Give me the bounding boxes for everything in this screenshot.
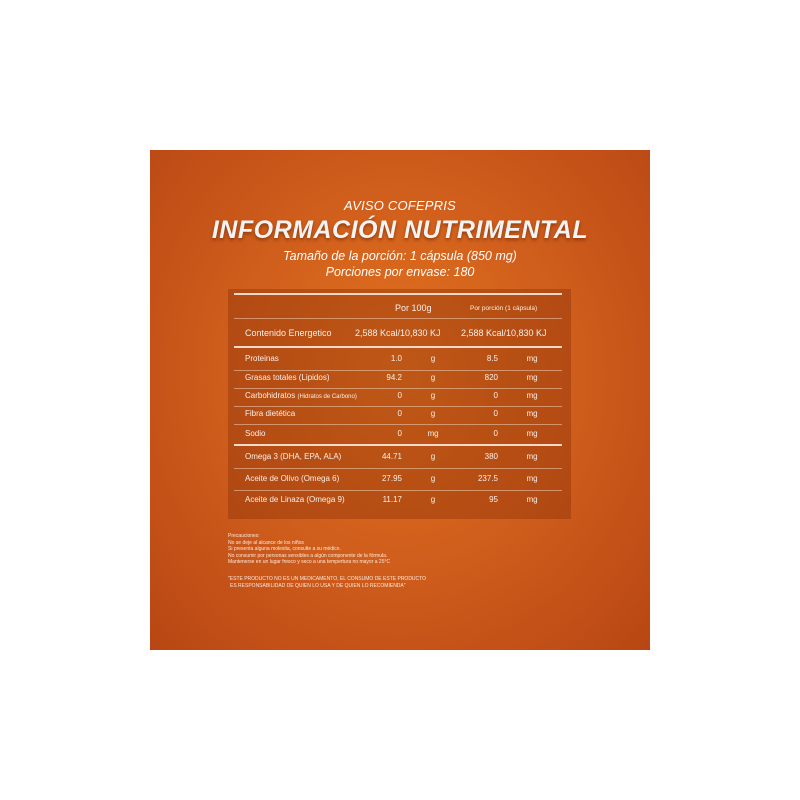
disclaimer-line: "ESTE PRODUCTO NO ES UN MEDICAMENTO, EL CONSUMO DE ESTE PRODUCTO bbox=[228, 576, 427, 582]
nutrition-panel bbox=[150, 150, 650, 650]
energy-per100g: 2,588 Kcal/10,830 KJ bbox=[355, 328, 441, 338]
nutrient-unit-serving: mg bbox=[526, 452, 538, 461]
nutrient-unit-serving: mg bbox=[526, 429, 538, 438]
nutrient-unit-100g: g bbox=[430, 495, 436, 504]
row-divider bbox=[234, 468, 562, 469]
energy-divider bbox=[234, 346, 562, 348]
nutrient-value-serving: 237.5 bbox=[477, 474, 498, 483]
nutrient-unit-serving: mg bbox=[526, 354, 538, 363]
header-per100g: Por 100g bbox=[395, 303, 432, 313]
nutrient-unit-100g: g bbox=[430, 373, 436, 382]
notice-label: AVISO COFEPRIS bbox=[344, 198, 456, 213]
nutrient-unit-100g: g bbox=[430, 354, 436, 363]
disclaimer-block bbox=[228, 576, 426, 589]
row-divider bbox=[234, 370, 562, 371]
row-divider bbox=[234, 406, 562, 407]
nutrient-unit-serving: mg bbox=[526, 474, 538, 483]
energy-per-serving: 2,588 Kcal/10,830 KJ bbox=[461, 328, 547, 338]
nutrient-value-serving: 0 bbox=[493, 409, 498, 418]
nutrient-label: Proteinas bbox=[245, 354, 279, 363]
nutrient-label: Grasas totales (Lipidos) bbox=[245, 373, 330, 382]
nutrient-value-100g: 1.0 bbox=[390, 354, 402, 363]
nutrient-label: Aceite de Linaza (Omega 9) bbox=[245, 495, 345, 504]
nutrient-label-note: (Hidratos de Carbono) bbox=[297, 394, 357, 400]
nutrient-value-serving: 0 bbox=[493, 391, 498, 400]
nutrient-label-main: Carbohidratos bbox=[245, 391, 296, 400]
nutrient-value-100g: 0 bbox=[397, 409, 402, 418]
nutrient-value-serving: 8.5 bbox=[486, 354, 498, 363]
precaution-line: Mantenerse en un lugar fresco y seco a una tempertura no mayor a 25°C bbox=[228, 559, 391, 565]
precaution-line: No se deje al alcance de los niños bbox=[228, 539, 304, 546]
nutrient-unit-100g: g bbox=[430, 409, 436, 418]
nutrient-value-100g: 0 bbox=[397, 391, 402, 400]
nutrient-unit-serving: mg bbox=[526, 373, 538, 382]
header-divider bbox=[234, 318, 562, 319]
page-title: INFORMACIÓN NUTRIMENTAL bbox=[211, 216, 589, 244]
header-per-serving: Por porción (1 cápsula) bbox=[470, 305, 538, 312]
precautions-block bbox=[228, 533, 390, 566]
nutrient-unit-100g: g bbox=[430, 474, 436, 483]
nutrient-label: Omega 3 (DHA, EPA, ALA) bbox=[245, 452, 342, 461]
table-top-rule bbox=[234, 293, 562, 295]
nutrient-value-serving: 95 bbox=[489, 495, 498, 504]
serving-size: Tamaño de la porción: 1 cápsula (850 mg) bbox=[283, 249, 517, 263]
nutrient-unit-100g: mg bbox=[427, 429, 439, 438]
nutrient-unit-100g: g bbox=[430, 452, 436, 461]
nutrient-unit-serving: mg bbox=[526, 409, 538, 418]
row-divider bbox=[234, 424, 562, 425]
nutrient-value-serving: 820 bbox=[484, 373, 498, 382]
nutrient-label: Fibra dietética bbox=[245, 409, 296, 418]
nutrient-value-100g: 0 bbox=[397, 429, 402, 438]
row-divider bbox=[234, 490, 562, 491]
row-divider bbox=[234, 388, 562, 389]
nutrient-label: Sodio bbox=[245, 429, 266, 438]
nutrient-unit-100g: g bbox=[430, 391, 436, 400]
nutrient-unit-serving: mg bbox=[526, 495, 538, 504]
precaution-line: No consumir por personas sensibles a algún componente de la fórmula. bbox=[228, 552, 388, 559]
nutrient-value-serving: 380 bbox=[484, 452, 498, 461]
nutrient-unit-serving: mg bbox=[526, 391, 538, 400]
nutrient-value-100g: 94.2 bbox=[386, 373, 402, 382]
precautions-title: Precauciones: bbox=[228, 533, 260, 539]
nutrient-value-100g: 27.95 bbox=[381, 474, 402, 483]
precaution-line: Si presenta alguna molestia, consulte a su médico. bbox=[228, 546, 341, 552]
omega-section-rule bbox=[234, 444, 562, 446]
servings-per-container: Porciones por envase: 180 bbox=[325, 265, 475, 279]
nutrition-table bbox=[228, 289, 571, 519]
nutrient-label bbox=[245, 391, 357, 400]
disclaimer-line: ES RESPONSABILIDAD DE QUIEN LO USA Y DE QUIEN LO RECOMIENDA" bbox=[230, 582, 406, 589]
energy-label: Contenido Energetico bbox=[245, 328, 332, 338]
nutrient-value-100g: 44.71 bbox=[381, 452, 402, 461]
nutrient-value-100g: 11.17 bbox=[382, 495, 402, 504]
nutrient-label: Aceite de Olivo (Omega 6) bbox=[245, 474, 340, 483]
nutrient-value-serving: 0 bbox=[493, 429, 498, 438]
